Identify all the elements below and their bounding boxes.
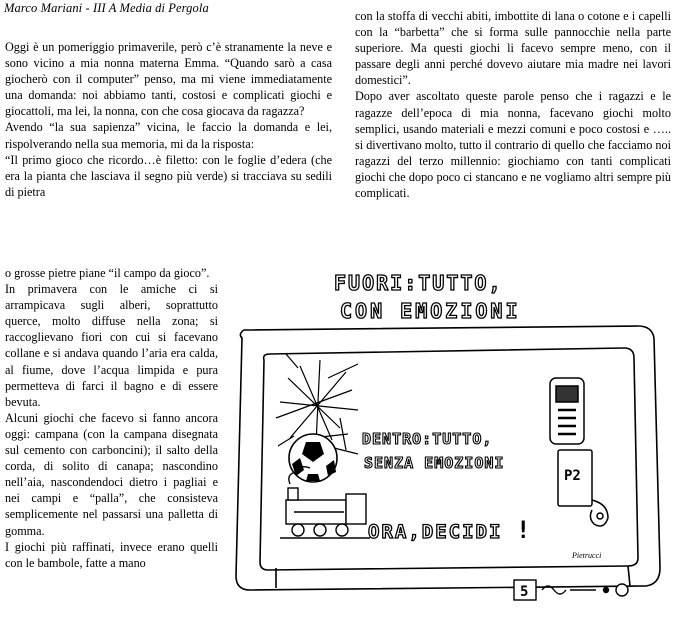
drawing-title-line2: CON EMOZIONI [340, 299, 521, 323]
soccer-ball-icon [289, 434, 337, 482]
inner-text-line2: SENZA EMOZIONI [364, 454, 505, 472]
left-column-top [5, 39, 332, 200]
cell-phone-icon [550, 378, 584, 444]
paragraph: “Il primo gioco che ricordo…è filetto: con le foglie d’edera (che era la pianta che lasciava il segno più verde) si tracciava su sedili di pietra [5, 152, 332, 199]
inner-text-line1: DENTRO:TUTTO, [362, 430, 493, 448]
paragraph: Avendo “la sua sapienza” vicina, le faccio la domanda e lei, rispolverando nella sua memoria, mi da la risposta: [5, 120, 332, 151]
right-column [355, 8, 671, 201]
paragraph: o grosse pietre piane “il campo da gioco”. [5, 266, 210, 280]
decide-text: ORA,DECIDI [368, 521, 503, 543]
article-header: Marco Mariani - III A Media di Pergola [4, 1, 209, 15]
paragraph: I giochi più raffinati, invece erano quelli con le bambole, fatte a mano [5, 539, 218, 570]
left-column-narrow [5, 265, 218, 571]
paragraph: Alcuni giochi che facevo si fanno ancora oggi: campana (con la campana disegnata sul cemento con carboncini); il salto della corda, di solito di canapa; nascondino nell’aia, nascondendoci dietro i pagliai e nei campi e “palla”, che consisteva semplicemente nel passarsi una palletta di gomma. [5, 410, 218, 538]
game-console-icon [558, 450, 608, 526]
tv-controls [514, 580, 628, 600]
tv-illustration [228, 268, 676, 624]
decide-exclamation: ! [516, 516, 531, 544]
paragraph: Oggi è un pomeriggio primaverile, però c’è stranamente la neve e sono vicino a mia nonna materna Emma. “Quando sarò a casa giocherò con il computer” penso, ma mi viene immediatamente una domanda: noi abbiamo tanti, costosi e complicati giochi e giocattoli, ma lei, la nonna, con che cosa giocava da ragazza? [5, 40, 332, 119]
paragraph: Dopo aver ascoltato queste parole penso che i ragazzi e le ragazze dell’epoca di mia nonna, facevano giochi molto semplici, usando materiali e mezzi comuni e poco costosi e ….. si divertivano molto, tutto il contrario di quello che facciamo noi ragazzi del terzo millennio: giochiamo con tanti complicati giochi che dopo poco ci stancano e ne vogliamo altri sempre più complicati. [355, 89, 671, 201]
drawing-title-line1: FUORI:TUTTO, [334, 271, 503, 295]
artist-signature: Pietrucci [572, 551, 602, 560]
paragraph: con la stoffa di vecchi abiti, imbottite di lana o cotone e i capelli con la “barbetta” che si forma sulle pannocchie nella parte superiore. Ma questi giochi li facevo sempre meno, con il passare degli anni perché dovevo aiutare mia madre nei lavori domestici”. [355, 9, 671, 88]
console-label: P2 [564, 468, 581, 484]
paragraph: In primavera con le amiche ci si arrampicava sugli alberi, soprattutto querce, molto diffuse nella zona; si raccoglievano fiori con cui si facevano collane e si andava quando l’aria era calda, al fiume, dove l’acqua limpida e pura permetteva di farci il bagno e di essere bevuta. [5, 282, 218, 409]
channel-number: 5 [520, 584, 529, 600]
